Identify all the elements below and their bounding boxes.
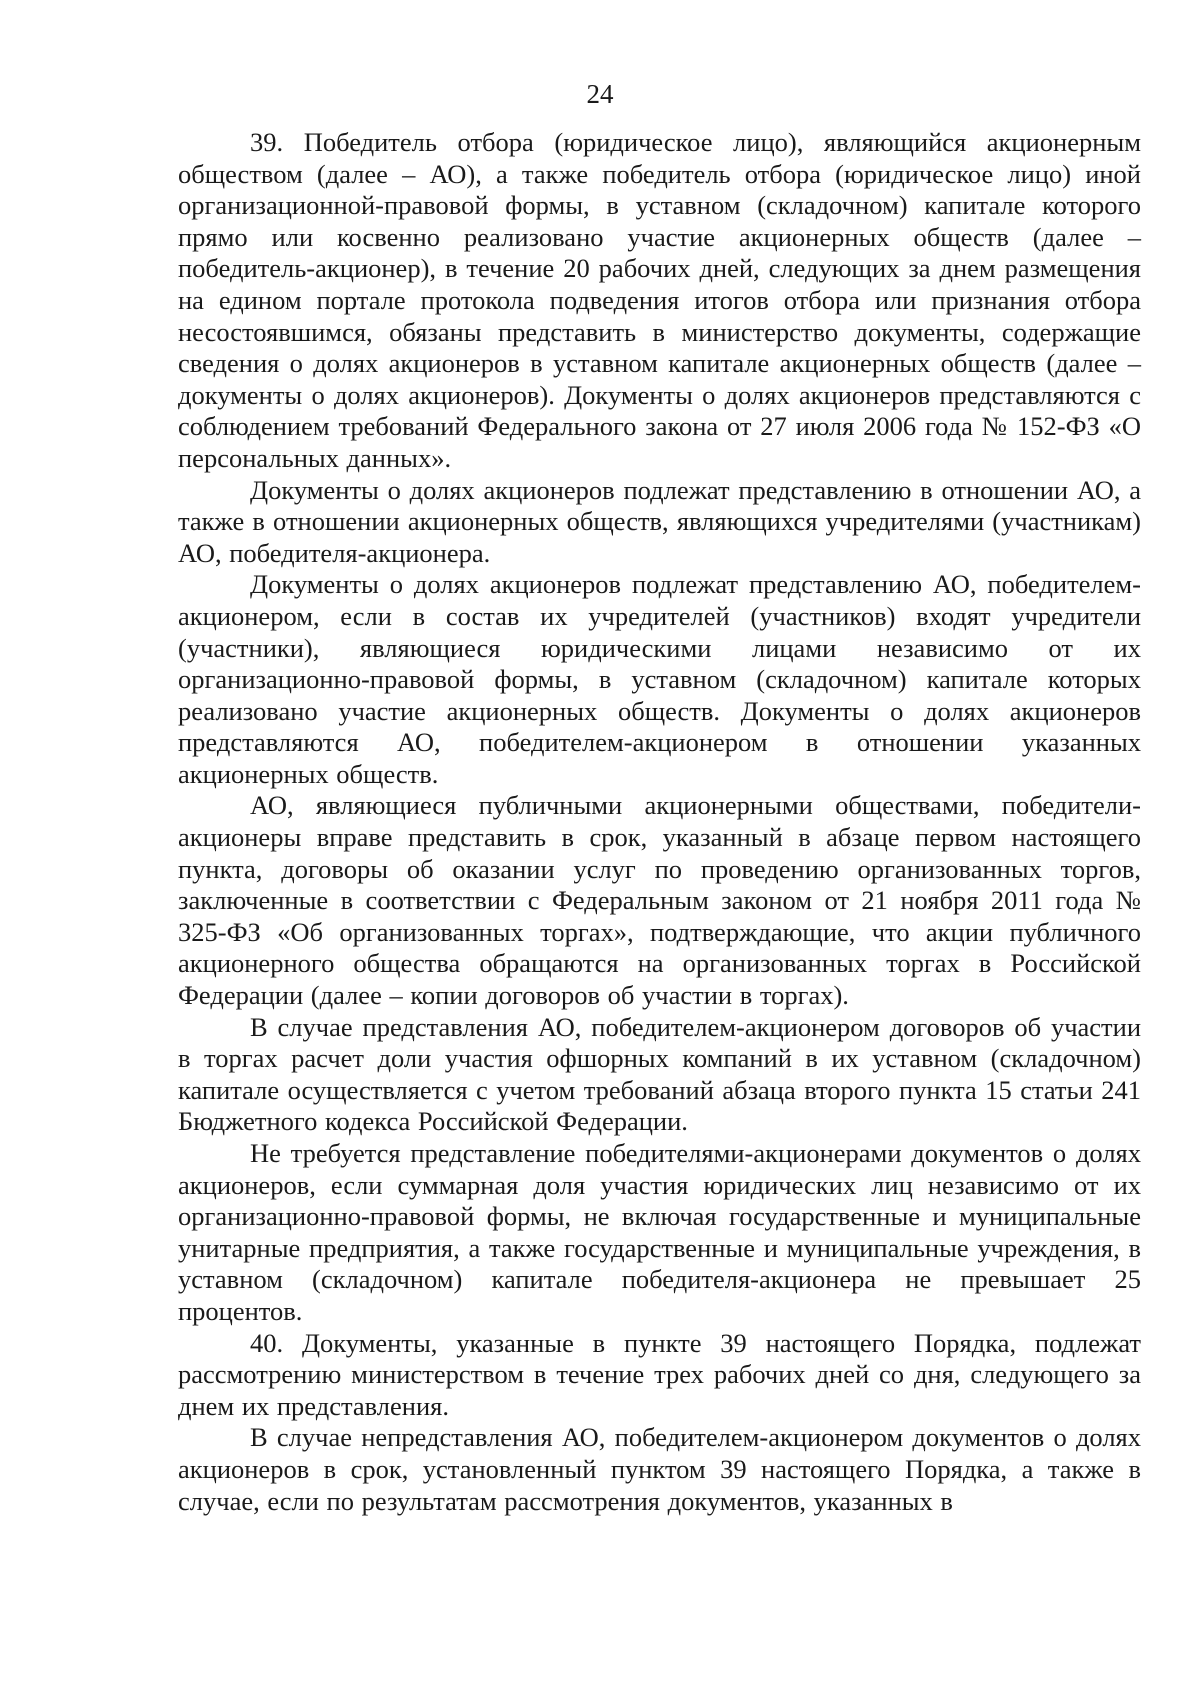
paragraph-39-shareholder-docs-founders: Документы о долях акционеров подлежат представлению АО, победителем-акционером, если в состав их учредителей (участников) входят учредители (участники), являющиеся юридическими лицами независимо от их организационно-правовой формы, в уставном (складочном) капитале которых реализовано участие акционерных обществ. Документы о долях акционеров представляются АО, победителем-акционером в отношении указанных акционерных обществ. bbox=[178, 569, 1141, 789]
paragraph-40-non-submission: В случае непредставления АО, победителем-акционером документов о долях акционеров в срок, установленный пунктом 39 настоящего Порядка, а также в случае, если по результатам рассмотрения документов, указанных в bbox=[178, 1422, 1141, 1516]
paragraph-40: 40. Документы, указанные в пункте 39 настоящего Порядка, подлежат рассмотрению министерством в течение трех рабочих дней со дня, следующего за днем их представления. bbox=[178, 1327, 1141, 1421]
page-number: 24 bbox=[586, 79, 614, 109]
paragraph-39: 39. Победитель отбора (юридическое лицо), являющийся акционерным обществом (далее – АО), а также победитель отбора (юридическое лицо) иной организационной-правовой формы, в уставном (складочном) капитале которого прямо или косвенно реализовано участие акционерных обществ (далее – победитель-акционер), в течение 20 рабочих дней, следующих за днем размещения на едином портале протокола подведения итогов отбора или признания отбора несостоявшимся, обязаны представить в министерство документы, содержащие сведения о долях акционеров в уставном капитале акционерных обществ (далее – документы о долях акционеров). Документы о долях акционеров представляются с соблюдением требований Федерального закона от 27 июля 2006 года № 152-ФЗ «О персональных данных». bbox=[178, 127, 1141, 473]
paragraph-39-not-required: Не требуется представление победителями-акционерами документов о долях акционеров, если суммарная доля участия юридических лиц независимо от их организационно-правовой формы, не включая государственные и муниципальные унитарные предприятия, а также государственные и муниципальные учреждения, в уставном (складочном) капитале победителя-акционера не превышает 25 процентов. bbox=[178, 1138, 1141, 1326]
paragraph-39-public-companies: АО, являющиеся публичными акционерными обществами, победители-акционеры вправе представить в срок, указанный в абзаце первом настоящего пункта, договоры об оказании услуг по проведению организованных торгов, заключенные в соответствии с Федеральным законом от 21 ноября 2011 года № 325-ФЗ «Об организованных торгах», подтверждающие, что акции публичного акционерного общества обращаются на организованных торгах в Российской Федерации (далее – копии договоров об участии в торгах). bbox=[178, 790, 1141, 1011]
paragraph-39-offshore-share: В случае представления АО, победителем-акционером договоров об участии в торгах расчет доли участия офшорных компаний в их уставном (складочном) капитале осуществляется с учетом требований абзаца второго пункта 15 статьи 241 Бюджетного кодекса Российской Федерации. bbox=[178, 1011, 1141, 1137]
document-body bbox=[178, 127, 1141, 1517]
paragraph-39-shareholder-docs-ao: Документы о долях акционеров подлежат представлению в отношении АО, а также в отношении акционерных обществ, являющихся учредителями (участникам) АО, победителя-акционера. bbox=[178, 474, 1141, 568]
